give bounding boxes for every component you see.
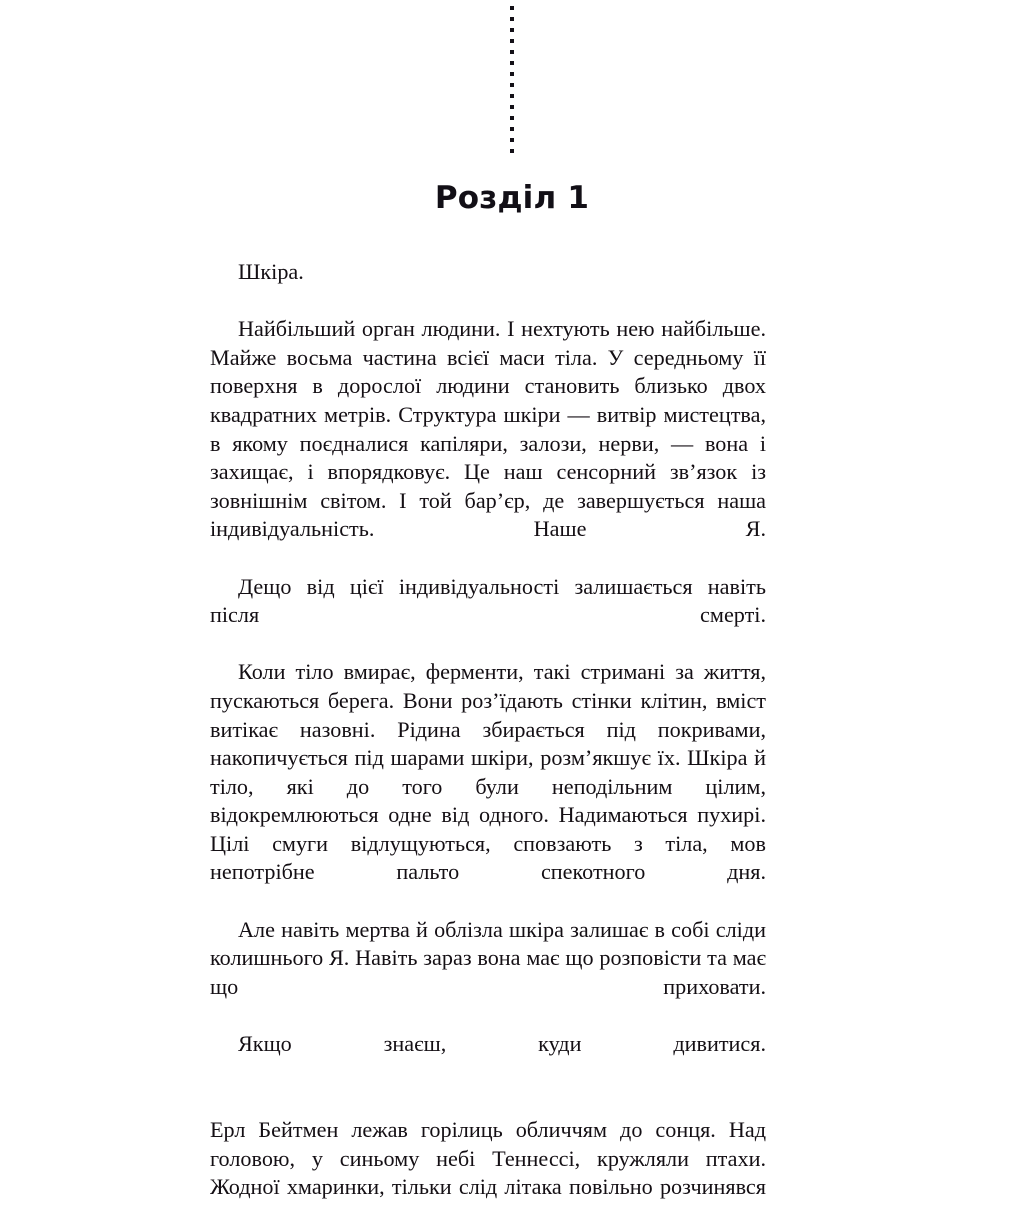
ornament-dot <box>510 116 514 120</box>
ornament-dot <box>510 28 514 32</box>
body-text-column <box>210 258 766 1231</box>
ornament-dot <box>510 127 514 131</box>
ornament-dot <box>510 149 514 153</box>
body-paragraph: Найбільший орган людини. І нехтують нею найбільше. Майже восьма частина всієї маси тіла. У середньому її поверхня в дорослої людини становить близько двох квадратних метрів. Структура шкіри — витвір мистецтва, в якому поєдналися капіляри, залози, нерви, — вона і захищає, і впорядковує. Це наш сенсорний зв’язок із зовнішнім світом. І той бар’єр, де завершується наша індивідуальність. Наше Я. <box>210 316 766 542</box>
section-break <box>210 1087 766 1116</box>
body-paragraph: Якщо знаєш, куди дивитися. <box>238 1031 766 1057</box>
ornament-dot <box>510 17 514 21</box>
body-paragraph: Але навіть мертва й облізла шкіра залишає в собі сліди колишнього Я. Навіть зараз вона має що розповісти та має що приховати. <box>210 916 766 999</box>
ornament-dot <box>510 83 514 87</box>
body-paragraph: Ерл Бейтмен лежав горілиць обличчям до сонця. Над головою, у синьому небі Теннессі, кружляли птахи. Жодної хмаринки, тільки слід літака повільно розчинявся <box>210 1117 766 1200</box>
ornament-dot <box>510 50 514 54</box>
ornament-dot <box>510 138 514 142</box>
ornament-dot <box>510 105 514 109</box>
ornament-dot <box>510 61 514 65</box>
ornament-dot <box>510 94 514 98</box>
chapter-heading: Розділ 1 <box>434 179 590 216</box>
vertical-dotted-rule-ornament <box>0 6 1024 156</box>
body-paragraph: Шкіра. <box>238 259 304 284</box>
ornament-dot <box>510 72 514 76</box>
body-paragraph: Дещо від цієї індивідуальності залишається навіть після смерті. <box>210 573 766 628</box>
ornament-dot <box>510 6 514 10</box>
body-paragraph: Коли тіло вмирає, ферменти, такі стримані за життя, пускаються берега. Вони роз’їдають стінки клітин, вміст витікає назовні. Рідина збирається під покривами, накопичується під шарами шкіри, розм’якшує їх. Шкіра й тіло, які до того були неподільним цілим, відокремлюються одне від одного. Надимаються пухирі. Цілі смуги відлущуються, сповзають з тіла, мов непотрібне пальто спекотного дня. <box>210 659 766 885</box>
ornament-dot <box>510 39 514 43</box>
